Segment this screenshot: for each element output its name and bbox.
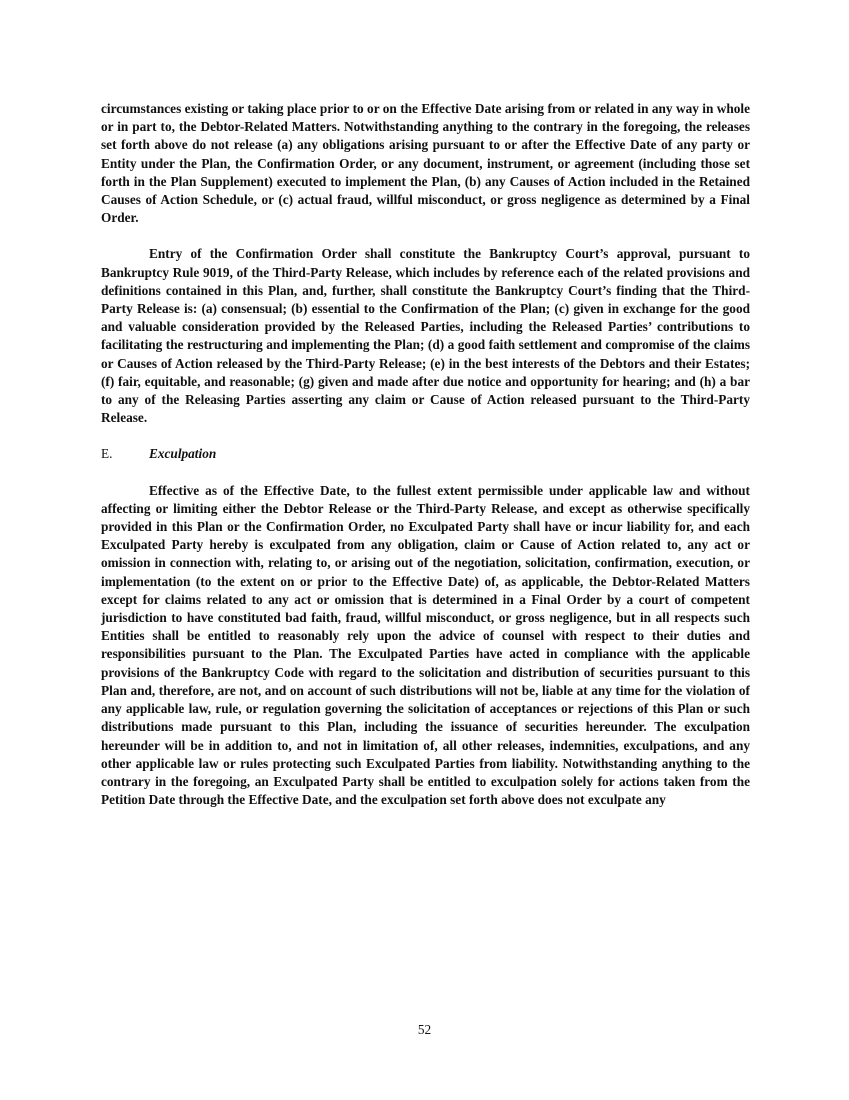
section-heading-exculpation [101, 445, 750, 463]
section-title: Exculpation [149, 446, 217, 462]
document-page [101, 100, 750, 809]
page-number: 52 [417, 1022, 432, 1037]
paragraph-exculpation: Effective as of the Effective Date, to the fullest extent permissible under applicable law and without affecting or limiting either the Debtor Release or the Third-Party Release, and except as otherwise specifically provided in this Plan or the Confirmation Order, no Exculpated Party shall have or incur liability for, and each Exculpated Party hereby is exculpated from any obligation, claim or Cause of Action related to, any act or omission in connection with, relating to, or arising out of the negotiation, solicitation, confirmation, execution, or implementation (to the extent on or prior to the Effective Date) of, as applicable, the Debtor-Related Matters except for claims related to any act or omission that is determined in a Final Order by a court of competent jurisdiction to have constituted bad faith, fraud, willful misconduct, or gross negligence, but in all respects such Entities shall be entitled to reasonably rely upon the advice of counsel with respect to their duties and responsibilities pursuant to the Plan. The Exculpated Parties have acted in compliance with the applicable provisions of the Bankruptcy Code with regard to the solicitation and distribution of securities pursuant to this Plan and, therefore, are not, and on account of such distributions will not be, liable at any time for the violation of any applicable law, rule, or regulation governing the solicitation of acceptances or rejections of this Plan or such distributions made pursuant to this Plan, including the issuance of securities hereunder. The exculpation hereunder will be in addition to, and not in limitation of, all other releases, indemnities, exculpations, and any other applicable law or rules protecting such Exculpated Parties from liability. Notwithstanding anything to the contrary in the foregoing, an Exculpated Party shall be entitled to exculpation solely for actions taken from the Petition Date through the Effective Date, and the exculpation set forth above does not exculpate any [101, 482, 750, 808]
section-letter: E. [101, 446, 113, 462]
paragraph-release-exceptions: circumstances existing or taking place prior to or on the Effective Date arising from or related in any way in whole or in part to, the Debtor-Related Matters. Notwithstanding anything to the contrary in the foregoing, the releases set forth above do not release (a) any obligations arising pursuant to or after the Effective Date of any party or Entity under the Plan, the Confirmation Order, or any document, instrument, or agreement (including those set forth in the Plan Supplement) executed to implement the Plan, (b) any Causes of Action included in the Retained Causes of Action Schedule, or (c) actual fraud, willful misconduct, or gross negligence as determined by a Final Order. [101, 101, 750, 226]
paragraph-confirmation-order: Entry of the Confirmation Order shall constitute the Bankruptcy Court’s approval, pursuant to Bankruptcy Rule 9019, of the Third-Party Release, which includes by reference each of the related provisions and definitions contained in this Plan, and, further, shall constitute the Bankruptcy Court’s finding that the Third-Party Release is: (a) consensual; (b) essential to the Confirmation of the Plan; (c) given in exchange for the good and valuable consideration provided by the Released Parties, including the Released Parties’ contributions to facilitating the restructuring and implementing the Plan; (d) a good faith settlement and compromise of the claims or Causes of Action released by the Third-Party Release; (e) in the best interests of the Debtors and their Estates; (f) fair, equitable, and reasonable; (g) given and made after due notice and opportunity for hearing; and (h) a bar to any of the Releasing Parties asserting any claim or Cause of Action released pursuant to the Third-Party Release. [101, 246, 750, 426]
